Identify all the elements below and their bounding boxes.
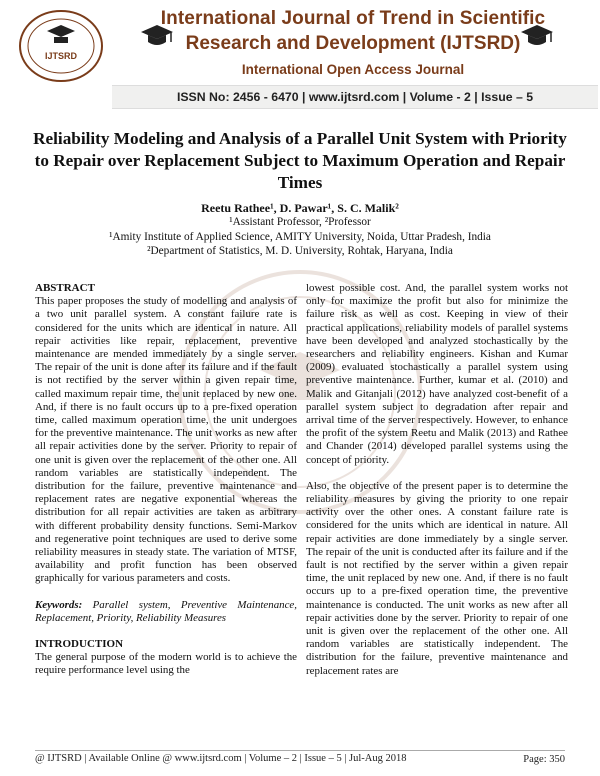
keywords-label: Keywords: [35, 598, 83, 611]
affiliation-1: ¹Amity Institute of Applied Science, AMITY University, Noida, Uttar Pradesh, India [109, 231, 491, 243]
introduction-text-right-1: lowest possible cost. And, the parallel system works not only for maximize the profit but also for minimize the failure risk as well as cost. Keeping in view of their practical applications, reliability models of parallel systems have been developed and analyzed stochastically by the researchers and reliability engineers. Kishan and Kumar (2009) evaluated stochastically a parallel system using preventive maintenance. Further, kumar et al. (2010) and Malik and Gitanjali (2012) have analyzed cost-benefit of a parallel system subject to degradation after repair and arrival time of the server respectively. However, to enhance the profit of the system Reetu and Malik (2013) and Rathee and Chander (2014) developed parallel systems using the concept of priority. [306, 282, 568, 466]
page-footer [35, 750, 565, 764]
right-column [306, 282, 568, 678]
affiliation-2: ²Department of Statistics, M. D. University, Rohtak, Haryana, India [147, 245, 453, 257]
author-roles: ¹Assistant Professor, ²Professor [229, 216, 371, 228]
journal-name-line2: Research and Development (IJTSRD) [185, 33, 521, 54]
page-number: Page: 350 [523, 754, 565, 765]
logo-text: IJTSRD [44, 51, 78, 61]
journal-name-line1: International Journal of Trend in Scientific [160, 8, 546, 29]
footer-text: @ IJTSRD | Available Online @ www.ijtsrd.com | Volume – 2 | Issue – 5 | Jul-Aug 2018 [35, 753, 407, 764]
paper-authors: Reetu Rathee¹, D. Pawar¹, S. C. Malik² [201, 201, 399, 215]
journal-header [0, 0, 600, 104]
keywords-text: Parallel system, Preventive Maintenance, Replacement, Priority, Reliability Measures [35, 598, 297, 624]
paper-title: Reliability Modeling and Analysis of a Parallel Unit System with Priority to Repair over Replacement Subject to Maximum Operation and Repair Times [33, 129, 567, 192]
open-access-label: International Open Access Journal [241, 62, 465, 77]
introduction-text-left: The general purpose of the modern world is to achieve the require performance level using the [35, 651, 297, 677]
introduction-heading: INTRODUCTION [35, 638, 124, 651]
left-column [35, 282, 297, 678]
abstract-text: This paper proposes the study of modelling and analysis of a two unit parallel system. A constant failure rate is considered for the units which are identical in nature. All repair activities like repair, replacement, preventive maintenance are mended immediately by a single server. The repair of the unit is done after its failure and if the fault is not rectified by the server within a given repair time, called maximum repair time, the unit replaced by new one. And, if there is no fault occurs up to a pre-fixed operation time, called maximum operation time, the unit undergoes for the preventive maintenance. The unit works as new after all repair activities done by the server. Priority to repair of one unit is given over the replacement of the other one. All random variables are statistically independent. The distribution for the failure, preventive maintenance and replacement rates are negative exponential whereas the distribution for all repair activities are taken as arbitrary with different probability density functions. Semi-Markov and regenerative point techniques are used to derive some reliability measures in steady state. The variation of MTSF, availability and profit function has been observed graphically for various parameters and costs. [35, 295, 297, 585]
issn-bar: ISSN No: 2456 - 6470 | www.ijtsrd.com | Volume - 2 | Issue – 5 [112, 85, 598, 109]
introduction-text-right-2: Also, the objective of the present paper is to determine the reliability measures by giving the priority to one repair activity over the other ones. A constant failure rate is considered for the units which are identical in nature. All repair activities are done immediately by a single server. The repair of the unit is conducted after its failure and if the fault is not rectified by the server within a given repair time, the unit replaced by new one. And, if there is no fault occurs up to a pre-fixed operation time, the preventive maintenance is conducted. The unit works as new after all repair activities done by the server. Priority to repair of one unit is given over the replacement of the other one. All random variables are statistically independent. The distribution for the failure, preventive maintenance and replacement rates are [306, 479, 568, 677]
ijtsrd-logo-icon [18, 9, 104, 83]
abstract-heading: ABSTRACT [35, 282, 95, 294]
keywords [35, 599, 297, 625]
